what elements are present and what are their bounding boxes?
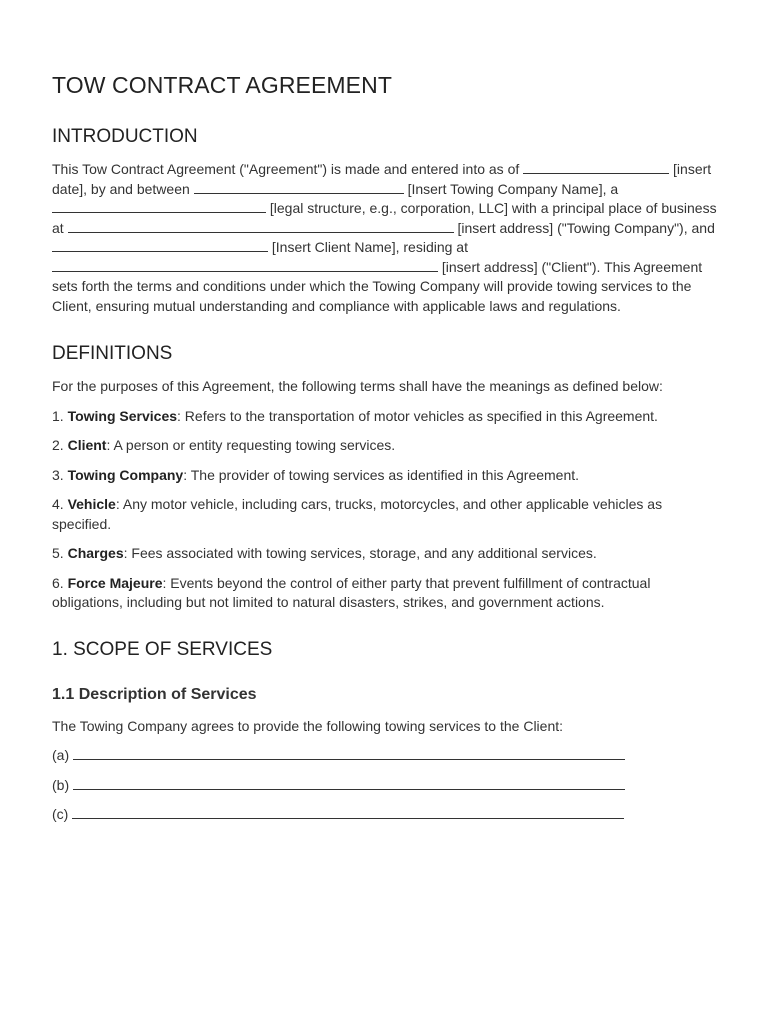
service-line-a [52, 746, 722, 766]
definition-term: Towing Services [67, 407, 178, 424]
definition-number: 4. [52, 496, 64, 512]
blank-company-address [68, 220, 454, 233]
definition-item-force-majeure [52, 574, 722, 613]
service-line-b [52, 776, 722, 796]
intro-text-7: [insert address] ("Client"). This Agreement sets forth the terms and conditions under which the Towing Company will provide towing services to the Client, ensuring mutual understanding and compliance with applicable laws and regulations. [52, 258, 703, 314]
definition-term: Towing Company [67, 466, 184, 483]
description-of-services-text: The Towing Company agrees to provide the following towing services to the Client: [52, 717, 564, 734]
description-of-services-heading: 1.1 Description of Services [52, 685, 257, 703]
definition-text: : A person or entity requesting towing services. [106, 437, 396, 453]
service-line-label: (a) [52, 747, 70, 763]
definition-number: 1. [52, 407, 64, 424]
service-line-blank [72, 806, 624, 819]
intro-text-1: This Tow Contract Agreement ("Agreement") is made and entered into as of [52, 161, 520, 177]
definition-number: 6. [52, 574, 64, 591]
definition-number: 5. [52, 545, 64, 561]
definitions-intro: For the purposes of this Agreement, the following terms shall have the meanings as defined below: [52, 378, 663, 394]
definition-text: : Fees associated with towing services, storage, and any additional services. [123, 545, 597, 561]
service-line-label: (b) [52, 776, 70, 793]
blank-date [523, 161, 669, 174]
service-line-label: (c) [52, 806, 69, 822]
definition-item-charges [52, 544, 722, 564]
blank-company-name [194, 181, 404, 194]
definition-item-towing-services [52, 407, 722, 427]
definition-item-client [52, 436, 722, 456]
blank-client-address [52, 259, 438, 272]
definition-text: : Refers to the transportation of motor vehicles as specified in this Agreement. [177, 407, 658, 424]
blank-legal-structure [52, 200, 266, 213]
definition-item-towing-company [52, 466, 722, 486]
definition-term: Vehicle [67, 496, 116, 512]
intro-text-6: [Insert Client Name], residing at [271, 239, 468, 255]
definition-text: : Any motor vehicle, including cars, trucks, motorcycles, and other applicable vehicles as specified. [52, 496, 663, 532]
definition-text: : The provider of towing services as identified in this Agreement. [183, 466, 580, 483]
intro-text-3: [Insert Towing Company Name], a [407, 180, 619, 197]
definition-term: Client [67, 437, 107, 453]
document-title: TOW CONTRACT AGREEMENT [52, 72, 392, 98]
definition-term: Force Majeure [67, 574, 163, 591]
scope-heading: 1. SCOPE OF SERVICES [52, 638, 273, 660]
intro-text-2: [insert date], by and between [52, 161, 712, 197]
intro-text-4: [legal structure, e.g., corporation, LLC] with a principal place of business at [52, 200, 717, 236]
introduction-heading: INTRODUCTION [52, 126, 198, 147]
blank-client-name [52, 239, 268, 252]
definition-text: : Events beyond the control of either party that prevent fulfillment of contractual obligations, including but not limited to natural disasters, strikes, and government actions. [52, 574, 651, 610]
definition-number: 2. [52, 437, 64, 453]
definition-number: 3. [52, 466, 64, 483]
introduction-paragraph [52, 160, 722, 316]
intro-text-5: [insert address] ("Towing Company"), and [457, 219, 715, 236]
definitions-heading: DEFINITIONS [52, 343, 173, 364]
service-line-blank [73, 777, 625, 790]
definition-term: Charges [67, 545, 124, 561]
definition-item-vehicle [52, 495, 722, 534]
service-line-c [52, 805, 722, 825]
document-content [52, 70, 722, 825]
service-line-blank [73, 747, 625, 760]
